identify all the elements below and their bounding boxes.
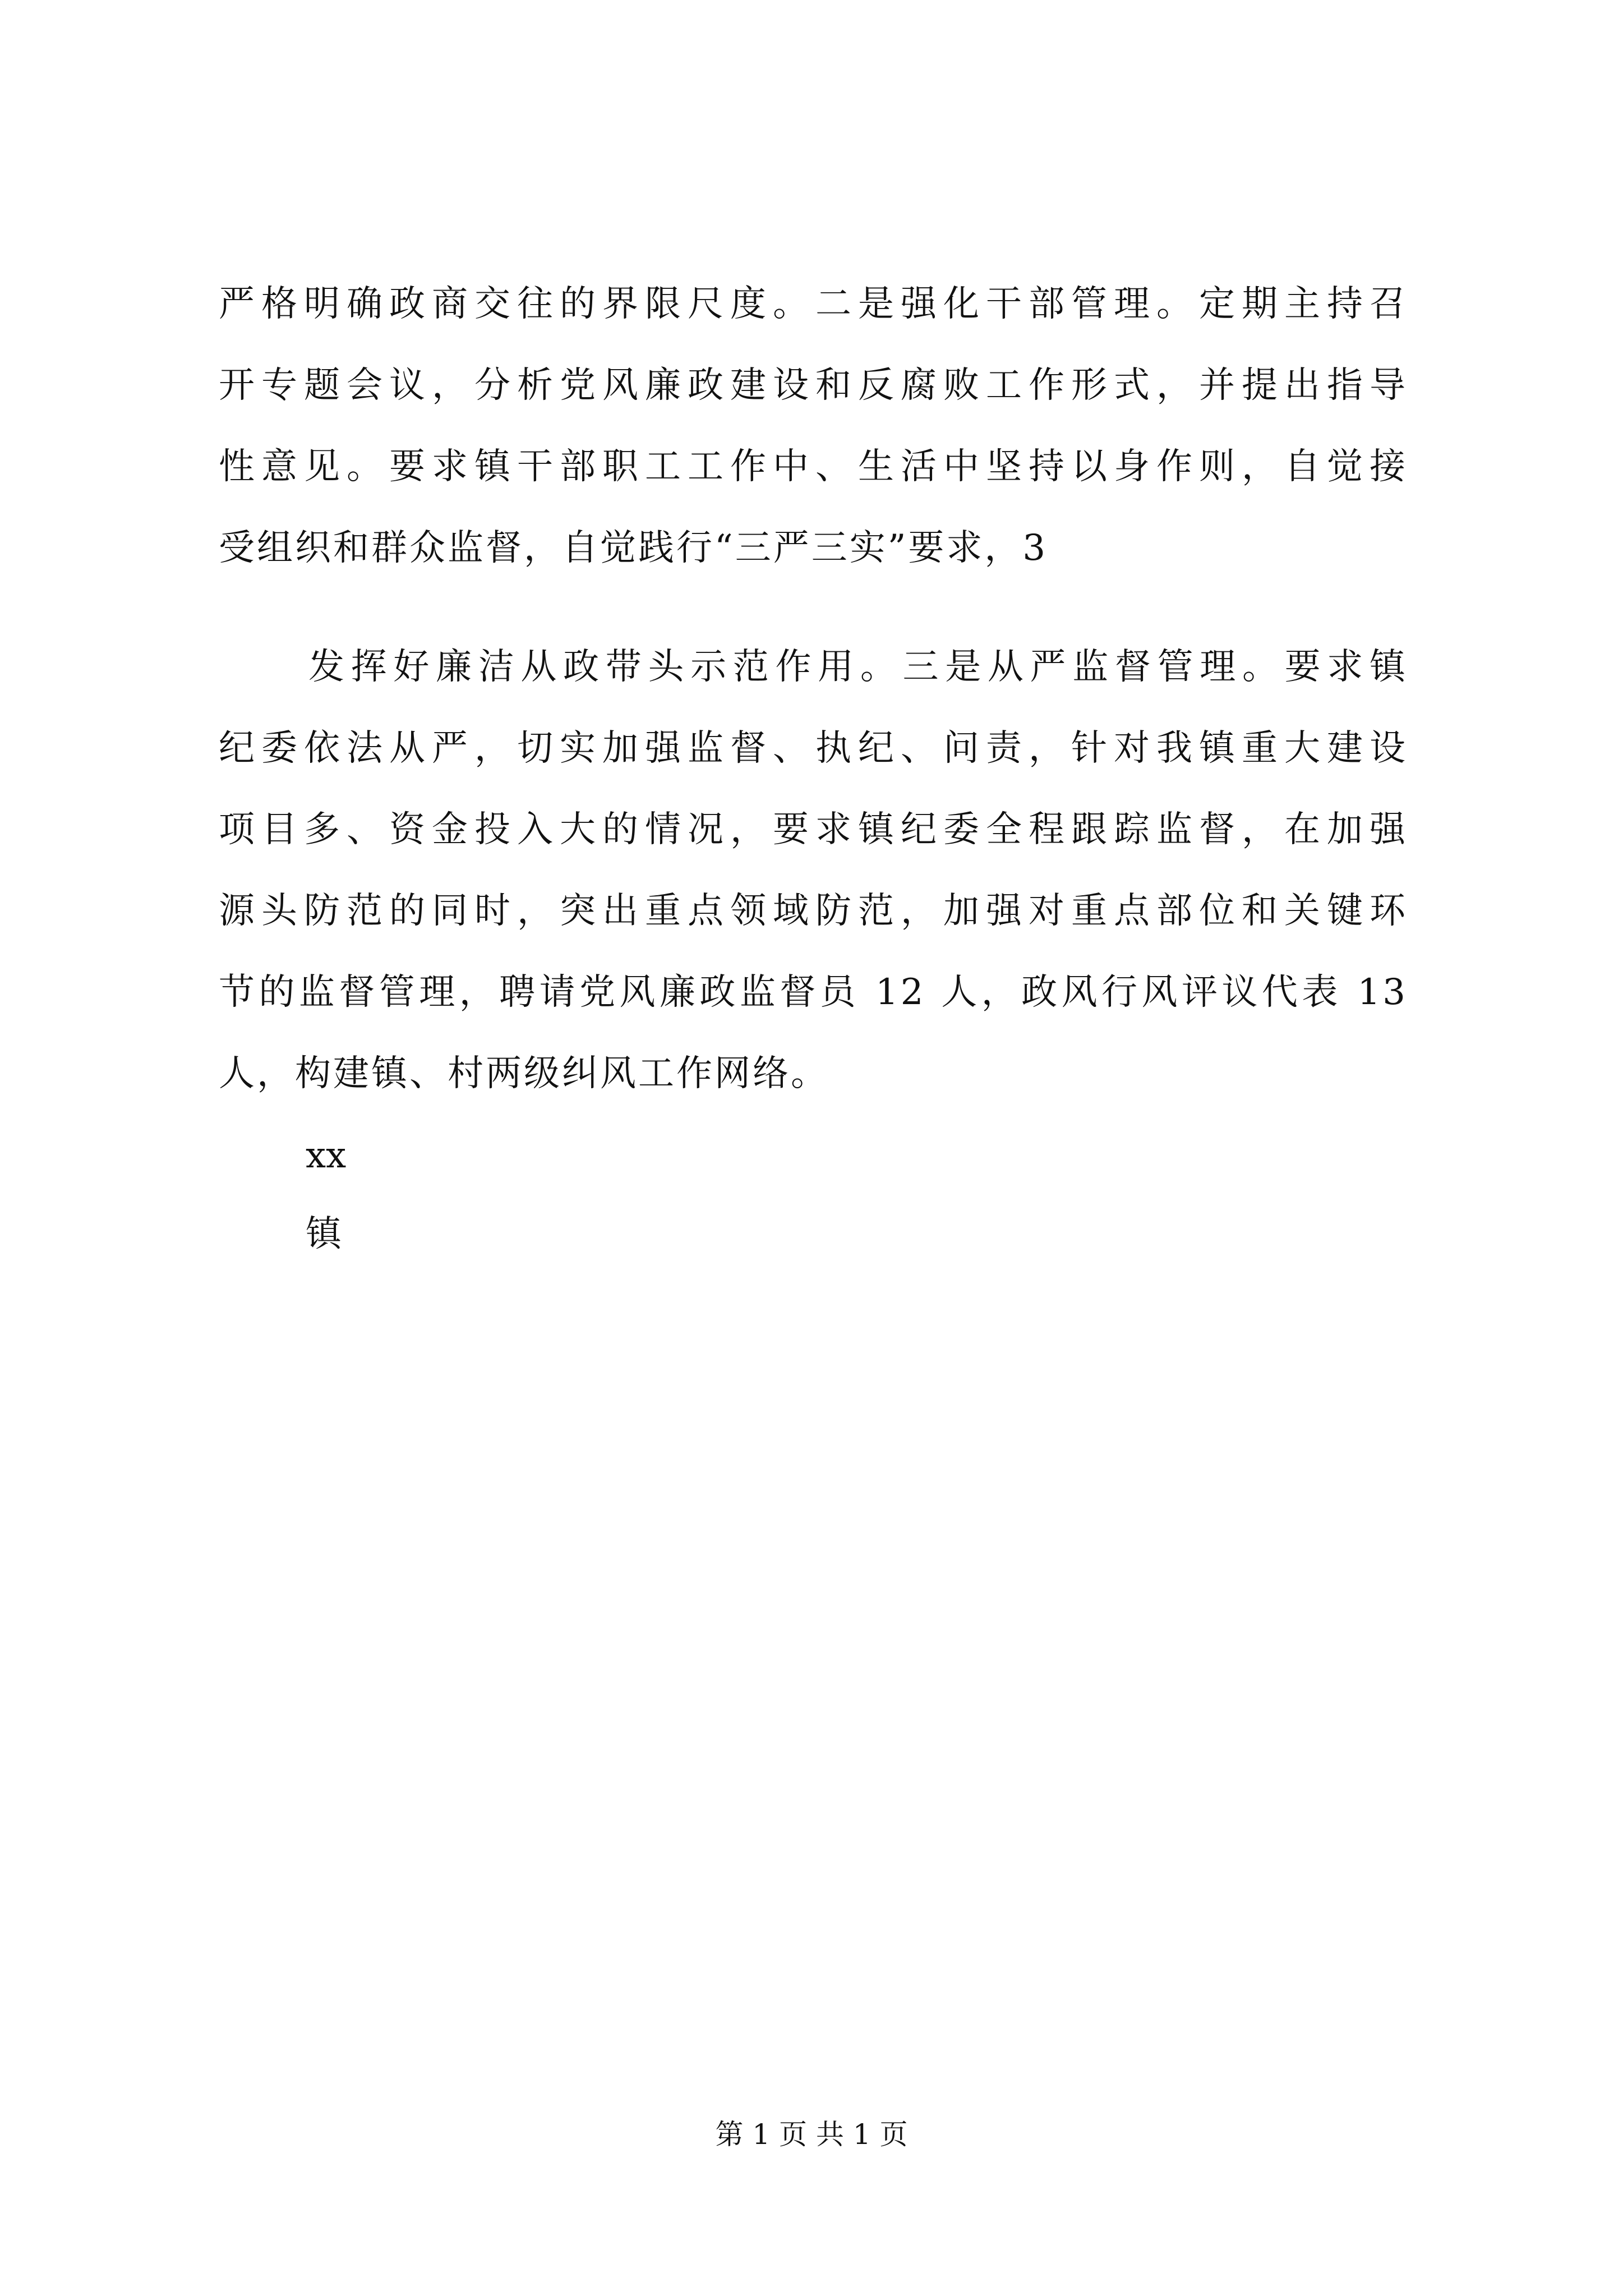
signature-name: xx: [306, 1135, 347, 1176]
paragraph-continuation: [219, 264, 1408, 589]
text-line-indented: 发挥好廉洁从政带头示范作用。三是从严监督管理。要求镇: [308, 646, 1408, 688]
paragraph-supervision: [219, 627, 1408, 1115]
text-line: 纪委依法从严，切实加强监督、执纪、问责，针对我镇重大建设: [219, 728, 1408, 769]
text-line: 开专题会议，分析党风廉政建设和反腐败工作形式，并提出指导: [219, 365, 1408, 406]
text-line: 源头防范的同时，突出重点领域防范，加强对重点部位和关键环: [219, 890, 1408, 932]
page-footer: 第 1 页 共 1 页: [715, 2118, 908, 2151]
text-line: 项目多、资金投入大的情况，要求镇纪委全程跟踪监督，在加强: [219, 809, 1408, 850]
signature-town: 镇: [306, 1213, 342, 1255]
text-line: 受组织和群众监督，自觉践行“三严三实”要求，3: [219, 527, 1048, 569]
text-line: 人，构建镇、村两级纠风工作网络。: [219, 1053, 829, 1094]
text-line: 节的监督管理，聘请党风廉政监督员 12 人，政风行风评议代表 13: [219, 972, 1408, 1013]
text-line: 性意见。要求镇干部职工工作中、生活中坚持以身作则，自觉接: [219, 446, 1408, 487]
text-line: 严格明确政商交往的界限尺度。二是强化干部管理。定期主持召: [219, 283, 1408, 325]
